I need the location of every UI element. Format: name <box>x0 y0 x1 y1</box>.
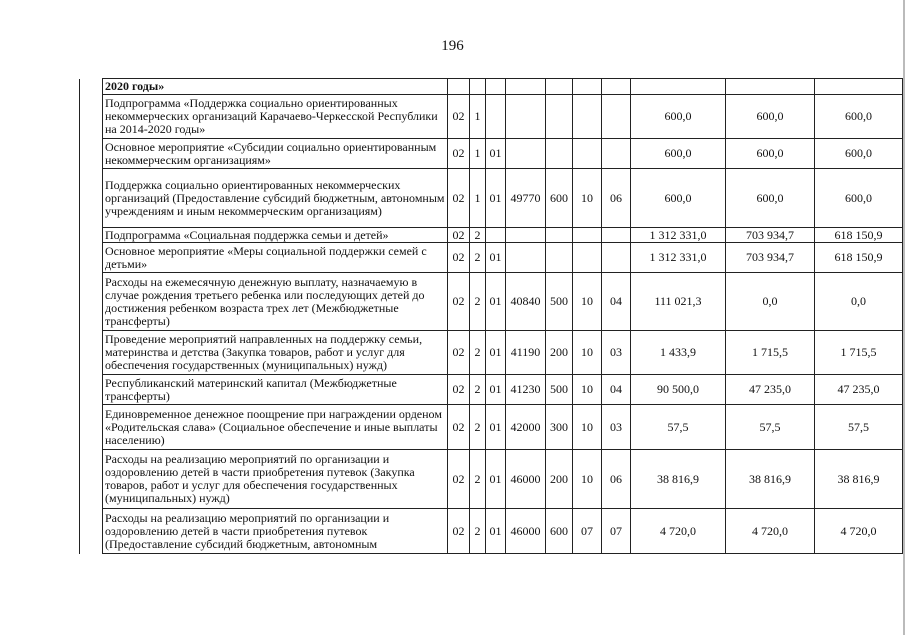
code-vr: 600 <box>546 169 573 228</box>
code-gp: 02 <box>448 139 470 169</box>
code-om: 01 <box>486 405 506 450</box>
code-pp: 1 <box>470 95 486 139</box>
code-vr: 500 <box>546 375 573 405</box>
value-2018: 600,0 <box>631 169 726 228</box>
code-gp: 02 <box>448 509 470 554</box>
value-2018: 57,5 <box>631 405 726 450</box>
stub-cell <box>80 405 103 450</box>
value-2020: 618 150,9 <box>815 243 903 273</box>
code-gp: 02 <box>448 228 470 243</box>
stub-cell <box>80 509 103 554</box>
code-om: 01 <box>486 169 506 228</box>
code-vr: 600 <box>546 509 573 554</box>
code-dir <box>506 139 546 169</box>
row-name: Единовременное денежное поощрение при награждении орденом «Родительская слава» (Социальное обеспечение и иные выплаты населению) <box>103 405 448 450</box>
value-2019: 38 816,9 <box>726 450 815 509</box>
code-pr: 04 <box>602 273 631 331</box>
code-dir: 46000 <box>506 450 546 509</box>
row-name: Основное мероприятие «Субсидии социально ориентированным некоммерческим организациям» <box>103 139 448 169</box>
value-2019: 600,0 <box>726 169 815 228</box>
code-om <box>486 228 506 243</box>
code-gp: 02 <box>448 375 470 405</box>
value-2019: 4 720,0 <box>726 509 815 554</box>
code-pp: 2 <box>470 375 486 405</box>
code-pr: 06 <box>602 450 631 509</box>
row-name: Расходы на реализацию мероприятий по организации и оздоровлению детей в части приобретения путевок (Закупка товаров, работ и услуг для обеспечения государственных (муниципальных) нужд) <box>103 450 448 509</box>
value-2020: 38 816,9 <box>815 450 903 509</box>
header-continuation: 2020 годы» <box>103 79 448 95</box>
code-om: 01 <box>486 273 506 331</box>
table-row <box>80 509 903 554</box>
code-dir <box>506 243 546 273</box>
code-pr: 03 <box>602 331 631 375</box>
code-vr: 200 <box>546 331 573 375</box>
row-name: Расходы на ежемесячную денежную выплату, назначаемую в случае рождения третьего ребенка или последующих детей до достижения ребенком возраста трех лет (Межбюджетные трансферты) <box>103 273 448 331</box>
code-gp: 02 <box>448 450 470 509</box>
code-pp: 2 <box>470 273 486 331</box>
code-pp: 2 <box>470 331 486 375</box>
value-2019: 600,0 <box>726 139 815 169</box>
code-dir <box>506 95 546 139</box>
code-om: 01 <box>486 243 506 273</box>
code-rz: 10 <box>573 273 602 331</box>
code-pr: 03 <box>602 405 631 450</box>
code-pr <box>602 228 631 243</box>
value-2018: 1 433,9 <box>631 331 726 375</box>
code-dir: 41190 <box>506 331 546 375</box>
code-gp: 02 <box>448 243 470 273</box>
value-2020: 600,0 <box>815 139 903 169</box>
code-vr <box>546 243 573 273</box>
table-row <box>80 273 903 331</box>
row-name: Основное мероприятие «Меры социальной поддержки семей с детьми» <box>103 243 448 273</box>
code-dir: 49770 <box>506 169 546 228</box>
stub-cell <box>80 169 103 228</box>
row-name: Подпрограмма «Социальная поддержка семьи и детей» <box>103 228 448 243</box>
code-pp: 2 <box>470 405 486 450</box>
value-2019: 47 235,0 <box>726 375 815 405</box>
table-header-row <box>80 79 903 95</box>
row-name: Поддержка социально ориентированных некоммерческих организаций (Предоставление субсидий бюджетным, автономным учреждениям и иным некоммерческим организациям) <box>103 169 448 228</box>
code-pp: 1 <box>470 169 486 228</box>
table-row <box>80 405 903 450</box>
code-dir: 46000 <box>506 509 546 554</box>
code-gp: 02 <box>448 273 470 331</box>
code-rz: 10 <box>573 375 602 405</box>
stub-cell <box>80 228 103 243</box>
value-2019: 0,0 <box>726 273 815 331</box>
code-vr <box>546 95 573 139</box>
table-row <box>80 139 903 169</box>
code-rz <box>573 95 602 139</box>
row-name: Республиканский материнский капитал (Межбюджетные трансферты) <box>103 375 448 405</box>
code-rz: 07 <box>573 509 602 554</box>
value-2020: 4 720,0 <box>815 509 903 554</box>
value-2019: 57,5 <box>726 405 815 450</box>
code-pp: 2 <box>470 243 486 273</box>
code-om: 01 <box>486 450 506 509</box>
code-vr: 500 <box>546 273 573 331</box>
value-2020: 600,0 <box>815 169 903 228</box>
stub-cell <box>80 273 103 331</box>
code-pr <box>602 95 631 139</box>
value-2019: 703 934,7 <box>726 228 815 243</box>
code-om: 01 <box>486 139 506 169</box>
code-rz: 10 <box>573 169 602 228</box>
stub-cell <box>80 243 103 273</box>
code-pr: 07 <box>602 509 631 554</box>
code-pr <box>602 243 631 273</box>
value-2020: 57,5 <box>815 405 903 450</box>
table-row <box>80 331 903 375</box>
value-2018: 1 312 331,0 <box>631 243 726 273</box>
code-om: 01 <box>486 509 506 554</box>
value-2020: 1 715,5 <box>815 331 903 375</box>
budget-table <box>79 78 903 554</box>
value-2020: 47 235,0 <box>815 375 903 405</box>
table-row <box>80 169 903 228</box>
code-om: 01 <box>486 331 506 375</box>
code-gp: 02 <box>448 169 470 228</box>
code-vr <box>546 139 573 169</box>
table-row <box>80 95 903 139</box>
stub-cell <box>80 375 103 405</box>
code-gp: 02 <box>448 331 470 375</box>
row-name: Расходы на реализацию мероприятий по организации и оздоровлению детей в части приобретения путевок (Предоставление субсидий бюджетным, автономным <box>103 509 448 554</box>
code-dir: 41230 <box>506 375 546 405</box>
code-rz: 10 <box>573 450 602 509</box>
stub-cell <box>80 139 103 169</box>
code-rz: 10 <box>573 405 602 450</box>
code-pr: 06 <box>602 169 631 228</box>
value-2018: 111 021,3 <box>631 273 726 331</box>
table-row <box>80 450 903 509</box>
code-rz <box>573 228 602 243</box>
page-number: 196 <box>441 38 464 54</box>
code-pp: 2 <box>470 450 486 509</box>
row-name: Проведение мероприятий направленных на поддержку семьи, материнства и детства (Закупка товаров, работ и услуг для обеспечения государственных (муниципальных) нужд) <box>103 331 448 375</box>
table-row <box>80 228 903 243</box>
value-2019: 600,0 <box>726 95 815 139</box>
code-pp: 1 <box>470 139 486 169</box>
value-2018: 90 500,0 <box>631 375 726 405</box>
value-2019: 1 715,5 <box>726 331 815 375</box>
table-body <box>80 79 903 554</box>
value-2020: 600,0 <box>815 95 903 139</box>
code-om: 01 <box>486 375 506 405</box>
table-row <box>80 243 903 273</box>
value-2018: 4 720,0 <box>631 509 726 554</box>
value-2018: 600,0 <box>631 139 726 169</box>
stub-cell <box>80 450 103 509</box>
code-gp: 02 <box>448 95 470 139</box>
value-2020: 0,0 <box>815 273 903 331</box>
value-2020: 618 150,9 <box>815 228 903 243</box>
value-2018: 600,0 <box>631 95 726 139</box>
code-vr: 300 <box>546 405 573 450</box>
code-pp: 2 <box>470 509 486 554</box>
code-dir <box>506 228 546 243</box>
value-2018: 38 816,9 <box>631 450 726 509</box>
code-pp: 2 <box>470 228 486 243</box>
code-pr: 04 <box>602 375 631 405</box>
table-row <box>80 375 903 405</box>
code-om <box>486 95 506 139</box>
value-2019: 703 934,7 <box>726 243 815 273</box>
stub-cell <box>80 331 103 375</box>
code-vr: 200 <box>546 450 573 509</box>
code-dir: 42000 <box>506 405 546 450</box>
code-vr <box>546 228 573 243</box>
code-pr <box>602 139 631 169</box>
code-dir: 40840 <box>506 273 546 331</box>
row-name: Подпрограмма «Поддержка социально ориентированных некоммерческих организаций Карачаево-Черкесской Республики на 2014-2020 годы» <box>103 95 448 139</box>
stub-cell <box>80 79 103 95</box>
code-rz <box>573 139 602 169</box>
value-2018: 1 312 331,0 <box>631 228 726 243</box>
code-rz <box>573 243 602 273</box>
code-gp: 02 <box>448 405 470 450</box>
stub-cell <box>80 95 103 139</box>
code-rz: 10 <box>573 331 602 375</box>
